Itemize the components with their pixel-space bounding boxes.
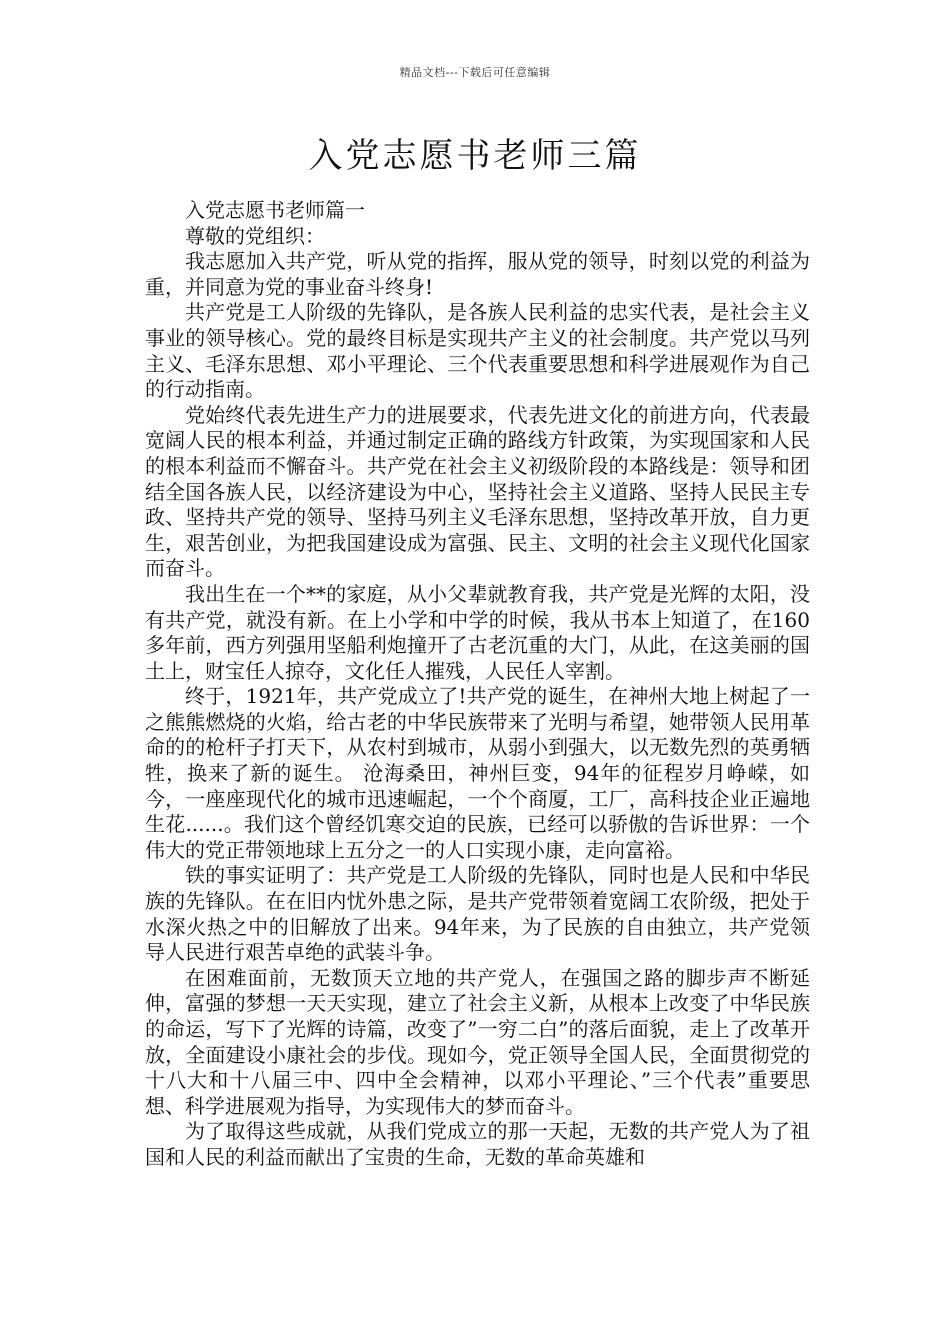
section-heading: 入党志愿书老师篇一 [185, 198, 365, 222]
document-title: 入党志愿书老师三篇 [308, 136, 642, 176]
header-note: 精品文档---下载后可任意编辑 [399, 66, 551, 79]
paragraph: 在困难面前，无数顶天立地的共产党人，在强国之路的脚步声不断延伸，富强的梦想一天天实现，建立了社会主义新，从根本上改变了中华民族的命运，写下了光辉的诗篇，改变了”一穷二白”的落后面貌，走上了改革开放，全面建设小康社会的步伐。现如今，党正领导全国人民，全面贯彻党的十八大和十八届三中、四中全会精神，以邓小平理论、”三个代表”重要思想、科学进展观为指导，为实现伟大的梦而奋斗。 [145, 965, 810, 1118]
paragraph: 终于，1921年，共产党成立了!共产党的诞生，在神州大地上树起了一之熊熊燃烧的火焰，给古老的中华民族带来了光明与希望，她带领人民用革命的的枪杆子打天下，从农村到城市，从弱小到强大，以无数先烈的英勇牺牲，换来了新的诞生。 沧海桑田，神州巨变，94年的征程岁月峥嵘，如今，一座座现代化的城市迅速崛起，一个个商厦，工厂，高科技企业正遍地生花......。我们这个曾经饥寒交迫的民族，已经可以骄傲的告诉世界：一个伟大的党正带领地球上五分之一的人口实现小康，走向富裕。 [145, 684, 810, 862]
paragraph: 我出生在一个**的家庭，从小父辈就教育我，共产党是光辉的太阳，没有共产党，就没有新。在上小学和中学的时候，我从书本上知道了，在160多年前，西方列强用坚船利炮撞开了古老沉重的大门，从此，在这美丽的国土上，财宝任人掠夺，文化任人摧残，人民任人宰割。 [145, 581, 810, 683]
document-body [145, 198, 810, 1171]
salutation: 尊敬的党组织： [185, 223, 325, 248]
paragraph: 我志愿加入共产党，听从党的指挥，服从党的领导，时刻以党的利益为重，并同意为党的事业奋斗终身! [145, 249, 810, 299]
paragraph: 为了取得这些成就，从我们党成立的那一天起，无数的共产党人为了祖国和人民的利益而献出了宝贵的生命，无数的革命英雄和 [145, 1119, 810, 1169]
paragraph: 铁的事实证明了：共产党是工人阶级的先锋队，同时也是人民和中华民族的先锋队。在在旧内忧外患之际，是共产党带领着宽阔工农阶级，把处于水深火热之中的旧解放了出来。94年来，为了民族的自由独立，共产党领导人民进行艰苦卓绝的武装斗争。 [145, 863, 810, 965]
paragraph: 共产党是工人阶级的先锋队，是各族人民利益的忠实代表，是社会主义事业的领导核心。党的最终目标是实现共产主义的社会制度。共产党以马列主义、毛泽东思想、邓小平理论、三个代表重要思想和科学进展观作为自己的行动指南。 [145, 300, 810, 402]
paragraph: 党始终代表先进生产力的进展要求，代表先进文化的前进方向，代表最宽阔人民的根本利益，并通过制定正确的路线方针政策，为实现国家和人民的根本利益而不懈奋斗。共产党在社会主义初级阶段的本路线是：领导和团结全国各族人民，以经济建设为中心，坚持社会主义道路、坚持人民民主专政、坚持共产党的领导、坚持马列主义毛泽东思想，坚持改革开放，自力更生，艰苦创业，为把我国建设成为富强、民主、文明的社会主义现代化国家而奋斗。 [145, 402, 810, 581]
